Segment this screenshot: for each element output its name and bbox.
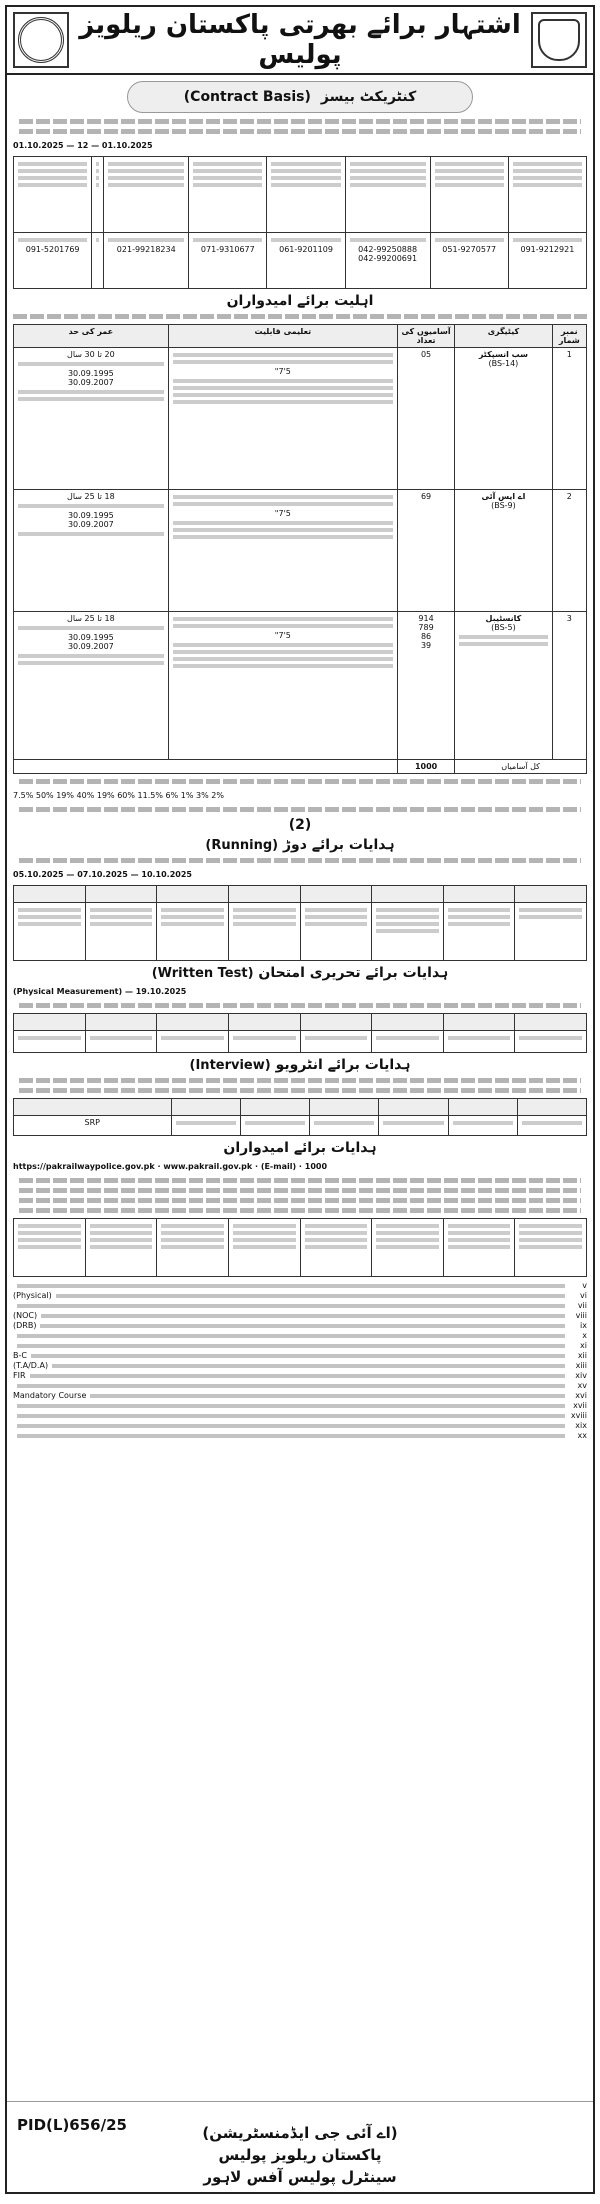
term-bc: B-C: [13, 1351, 27, 1360]
contract-basis-urdu: کنٹریکٹ بیسز: [320, 89, 417, 105]
table-row: [14, 348, 587, 490]
item-number: xiii: [575, 1361, 587, 1370]
post-count-female: 86: [420, 632, 432, 641]
row-no: 1: [552, 348, 586, 490]
running-paragraph: 05.10.2025 — 07.10.2025 — 10.10.2025: [7, 858, 593, 881]
post-name: سب انسپکٹر: [478, 350, 528, 359]
running-date: 07.10.2025: [77, 870, 128, 879]
interview-title-urdu: ہدایات برائے انٹرویو: [275, 1057, 411, 1073]
quota-value: 11.5%: [137, 791, 163, 800]
list-item: [13, 1371, 587, 1380]
term-mandatory-course: Mandatory Course: [13, 1391, 87, 1400]
list-item: [13, 1291, 587, 1300]
item-number: xvi: [575, 1391, 587, 1400]
quota-value: 7.5%: [13, 791, 34, 800]
item-number: v: [582, 1281, 587, 1290]
post-count-other: 39: [420, 641, 432, 650]
contract-basis-english: (Contract Basis): [183, 89, 311, 105]
item-number: viii: [575, 1311, 587, 1320]
list-item: [13, 1391, 587, 1400]
post-name: اے ایس آئی: [481, 492, 526, 501]
running-title-english: (Running): [205, 838, 279, 853]
written-title: [7, 965, 593, 981]
srp-label: SRP: [14, 1116, 172, 1136]
col-header-qualification: تعلیمی قابلیت: [168, 325, 397, 348]
list-item: [13, 1341, 587, 1350]
instructions-offices-table: [13, 1218, 587, 1277]
col-header-count: آسامیوں کی تعداد: [397, 325, 454, 348]
post-scale: (BS-14): [488, 359, 519, 368]
running-date: 05.10.2025: [13, 870, 64, 879]
dob-limit: 30.09.1995: [67, 633, 114, 642]
quota-paragraph: [7, 779, 593, 812]
item-number: xx: [577, 1431, 587, 1440]
term-fir: FIR: [13, 1371, 26, 1380]
item-number: xiv: [575, 1371, 587, 1380]
phone-number: 091-5201769: [25, 245, 80, 254]
sign-department: پاکستان ریلویز پولیس: [218, 2146, 382, 2164]
instructions-intro: https://pakrailwaypolice.gov.pk · www.pakrail.gov.pk · (E-mail) · 1000: [7, 1160, 593, 1213]
offices-table: [13, 156, 587, 289]
post-count: 69: [397, 490, 454, 612]
sign-office: سینٹرل پولیس آفس لاہور: [203, 2168, 397, 2186]
total-label: کل آسامیاں: [455, 760, 587, 774]
pid-number: PID(L)656/25: [17, 2116, 127, 2134]
written-title-urdu: ہدایات برائے تحریری امتحان: [258, 965, 449, 981]
item-number: xii: [577, 1351, 587, 1360]
quota-value: 3%: [195, 791, 209, 800]
quota-value: 60%: [117, 791, 135, 800]
term-noc: (NOC): [13, 1311, 38, 1320]
quota-value: 50%: [35, 791, 54, 800]
phone-number: 091-9212921: [520, 245, 575, 254]
list-item: [13, 1311, 587, 1320]
list-item: [13, 1381, 587, 1390]
interview-venues-table: [13, 1098, 587, 1136]
intro-date-2: 01.10.2025: [101, 141, 153, 150]
advertisement-page: [5, 5, 595, 2194]
phone-number: 042-99250888: [358, 245, 418, 254]
term-tada: (T.A/D.A): [13, 1361, 49, 1370]
item-number: xix: [575, 1421, 587, 1430]
item-number: ix: [580, 1321, 587, 1330]
table-row: [14, 490, 587, 612]
eligibility-table: [13, 324, 587, 774]
written-venues-table: [13, 1013, 587, 1053]
post-scale: (BS-9): [491, 501, 516, 510]
footer: [7, 2101, 593, 2192]
list-item: [13, 1281, 587, 1290]
list-item: [13, 1321, 587, 1330]
section-number: (2): [288, 817, 312, 833]
item-number: xi: [580, 1341, 587, 1350]
eligibility-title: اہلیت برائے امیدواران: [226, 293, 374, 309]
intro-paragraph: 01.10.2025 — 12 — 01.10.2025: [7, 119, 593, 152]
age-range: 20 تا 30 سال: [67, 350, 115, 359]
running-date: 10.10.2025: [141, 870, 192, 879]
written-date: 19.10.2025: [135, 987, 187, 996]
list-item: [13, 1431, 587, 1440]
total-row: [14, 760, 587, 774]
row-no: 2: [552, 490, 586, 612]
interview-paragraph: [7, 1078, 593, 1093]
list-item: [13, 1411, 587, 1420]
intro-time: 12: [77, 141, 89, 150]
running-title: [7, 837, 593, 853]
written-title-english: (Written Test): [151, 966, 254, 981]
sign-designation: (اے آئی جی ایڈمنسٹریشن): [202, 2124, 398, 2142]
post-count-male: 789: [418, 623, 434, 632]
height-req: 5'7": [274, 631, 291, 640]
quota-value: 40%: [76, 791, 95, 800]
post-count: 05: [397, 348, 454, 490]
website-link[interactable]: www.pakrail.gov.pk: [163, 1162, 253, 1171]
quota-value: 6%: [165, 791, 179, 800]
intro-date-1: 01.10.2025: [13, 141, 64, 150]
term-physical: (Physical): [13, 1291, 52, 1300]
signature-block: [7, 2122, 593, 2188]
fee-amount: 1000: [304, 1162, 328, 1171]
post-count: 914: [418, 614, 434, 623]
table-row: [14, 612, 587, 760]
railway-police-badge-icon: [531, 12, 587, 68]
email-label: (E-mail): [260, 1162, 297, 1171]
item-number: xvii: [573, 1401, 587, 1410]
list-item: [13, 1401, 587, 1410]
phone-number: 071-9310677: [200, 245, 255, 254]
phone-number: 042-99200691: [358, 254, 418, 263]
age-range: 18 تا 25 سال: [67, 492, 115, 501]
quota-value: 2%: [211, 791, 224, 800]
phone-number: 051-9270577: [442, 245, 497, 254]
phone-number: 021-99218234: [116, 245, 176, 254]
dob-limit: 30.09.2007: [67, 642, 114, 651]
contract-basis-banner: [127, 81, 473, 113]
dob-limit: 30.09.1995: [67, 511, 114, 520]
interview-title-english: (Interview): [189, 1058, 271, 1073]
height-req: 5'7": [274, 509, 291, 518]
page-title: اشتہار برائے بھرتی پاکستان ریلویز پولیس: [79, 10, 521, 70]
item-number: vi: [580, 1291, 587, 1300]
website-link[interactable]: https://pakrailwaypolice.gov.pk: [13, 1162, 155, 1171]
police-seal-icon: [13, 12, 69, 68]
total-count: 1000: [397, 760, 454, 774]
running-title-urdu: ہدایات برائے دوڑ: [282, 837, 395, 853]
row-no: 3: [552, 612, 586, 760]
list-item: [13, 1301, 587, 1310]
dob-limit: 30.09.2007: [67, 520, 114, 529]
phone-number: 061-9201109: [279, 245, 333, 254]
item-number: xv: [577, 1381, 587, 1390]
post-scale: (BS-5): [491, 623, 516, 632]
col-header-no: نمبر شمار: [552, 325, 586, 348]
col-header-age: عمر کی حد: [14, 325, 169, 348]
list-item: [13, 1361, 587, 1370]
physical-measurement: (Physical Measurement): [13, 987, 123, 996]
post-name: کانسٹیبل: [485, 614, 522, 623]
item-number: x: [582, 1331, 587, 1340]
height-req: 5'7": [274, 367, 291, 376]
quota-value: 1%: [180, 791, 194, 800]
interview-title: [7, 1057, 593, 1073]
col-header-category: کیٹیگری: [455, 325, 552, 348]
dob-limit: 30.09.1995: [67, 369, 114, 378]
list-item: [13, 1421, 587, 1430]
quota-value: 19%: [96, 791, 115, 800]
term-drb: (DRB): [13, 1321, 37, 1330]
instructions-list: [7, 1281, 593, 1440]
list-item: [13, 1331, 587, 1340]
quota-value: 19%: [56, 791, 74, 800]
age-range: 18 تا 25 سال: [67, 614, 115, 623]
item-number: xviii: [570, 1411, 587, 1420]
written-paragraph: (Physical Measurement) — 19.10.2025: [7, 985, 593, 1008]
header: [7, 7, 593, 75]
item-number: vii: [577, 1301, 587, 1310]
list-item: [13, 1351, 587, 1360]
instructions-title: ہدایات برائے امیدواران: [223, 1140, 377, 1156]
running-venues-table: [13, 885, 587, 961]
dob-limit: 30.09.2007: [67, 378, 114, 387]
